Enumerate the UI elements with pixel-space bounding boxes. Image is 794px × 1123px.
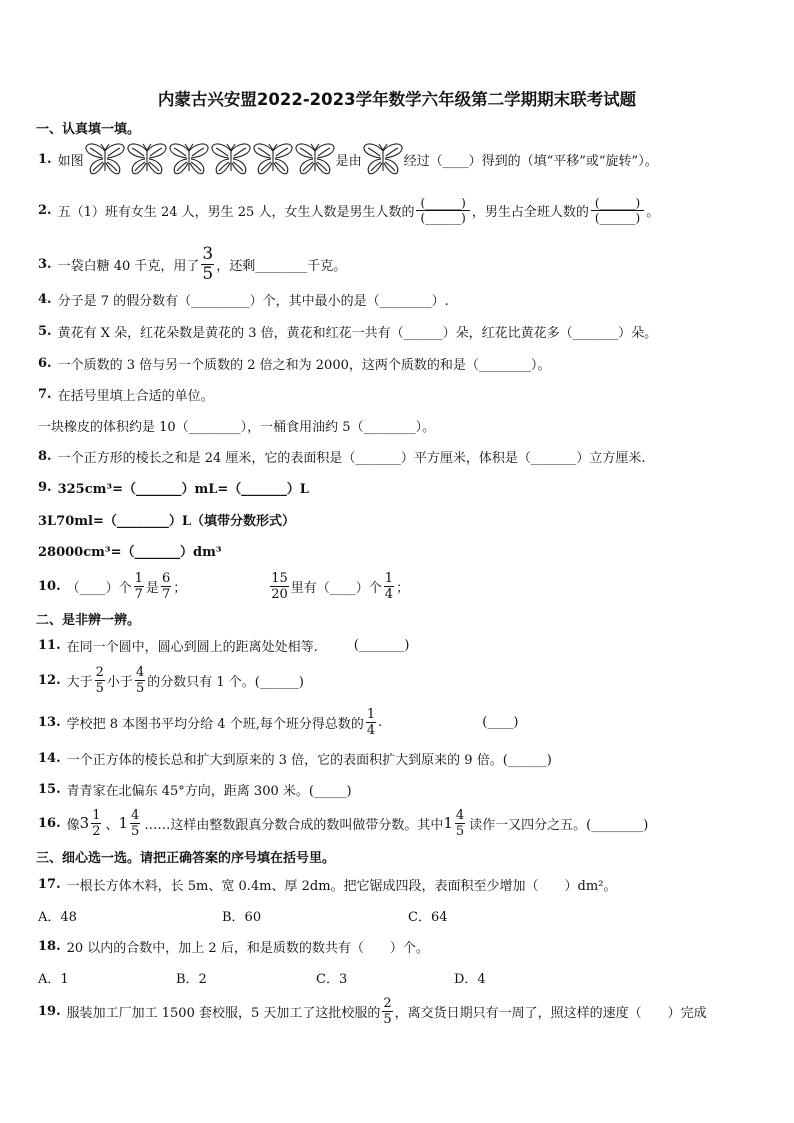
- question-9-line3: 28000cm³=（_______）dm³: [38, 545, 222, 560]
- question-number: 10.: [38, 578, 61, 594]
- section-heading-fill: 一、认真填一填。: [36, 122, 141, 137]
- question-15: [38, 780, 794, 799]
- question-text: .: [378, 714, 383, 730]
- option-a[interactable]: A．48: [38, 910, 77, 925]
- butterfly-icon: [252, 141, 294, 177]
- question-text: 在括号里填上合适的单位。: [57, 389, 214, 404]
- option-d[interactable]: D．4: [454, 972, 486, 987]
- butterfly-icon: [294, 141, 336, 177]
- question-16: [38, 803, 794, 843]
- question-number: 2.: [38, 202, 52, 218]
- question-text: 是: [145, 580, 159, 596]
- fraction: $\frac{2}{5}$: [383, 995, 392, 1027]
- question-number: 11.: [38, 638, 61, 653]
- mixed-number: 1 $\frac{4}{5}$: [443, 807, 465, 839]
- question-number: 7.: [38, 387, 52, 402]
- answer-blank[interactable]: (____): [482, 714, 519, 730]
- question-text: ……这样由整数跟真分数合成的数叫做带分数。其中: [144, 817, 444, 833]
- question-number: 4.: [38, 292, 52, 307]
- question-19: [38, 991, 794, 1031]
- question-5: [38, 322, 794, 341]
- question-10: [38, 566, 794, 606]
- question-text: 一根长方体木料，长 5m、宽 0.4m、厚 2dm。把它锯成四段，表面积至少增加（ ）dm²。: [66, 879, 617, 894]
- fraction: $\frac{15}{20}$: [271, 570, 288, 602]
- question-number: 17.: [38, 877, 61, 892]
- question-number: 6.: [38, 356, 52, 371]
- fraction: $\frac{4}{5}$: [135, 664, 145, 696]
- butterfly-icon: [362, 141, 404, 177]
- question-number: 15.: [38, 782, 61, 797]
- question-text: 一个正方形的棱长之和是 24 厘米，它的表面积是（_______）平方厘米，体积是（_______）立方厘米.: [57, 451, 646, 466]
- question-text: 五（1）班有女生 24 人，男生 25 人，女生人数是男生人数的: [57, 204, 415, 220]
- fraction: $\frac{2}{5}$: [95, 664, 104, 696]
- question-text: 分子是 7 的假分数有（_________）个，其中最小的是（________）.: [57, 294, 449, 309]
- question-text: 在同一个圆中，圆心到圆上的距离处处相等.: [66, 640, 318, 655]
- question-text: 服装加工厂加工 1500 套校服，5 天加工了这批校服的: [66, 1005, 381, 1021]
- mixed-number: 1 $\frac{4}{5}$: [118, 807, 140, 839]
- question-text: 的分数只有 1 个。(______): [147, 674, 304, 690]
- question-text: 青青家在北偏东 45°方向，距离 300 米。(_____): [66, 784, 352, 799]
- question-text: 黄花有 X 朵，红花朵数是黄花的 3 倍，黄花和红花一共有（______）朵，红花比黄花多（_______）朵。: [57, 326, 658, 341]
- question-text: 如图: [57, 153, 84, 169]
- question-11: [38, 636, 794, 655]
- section-heading-choice: 三、细心选一选。请把正确答案的序号填在括号里。: [36, 851, 336, 866]
- question-9-line2: 3L70ml=（________）L（填带分数形式）: [38, 514, 296, 529]
- question-13: [38, 702, 794, 742]
- question-text: 一袋白糖 40 千克，用了: [57, 258, 200, 274]
- question-3: [38, 244, 794, 284]
- butterfly-single: [362, 141, 404, 177]
- question-7-sub: 一块橡皮的体积约是 10（________），一桶食用油约 5（________）。: [38, 420, 436, 435]
- question-text: 像: [66, 817, 80, 833]
- question-text: （____）个: [66, 580, 132, 596]
- butterfly-row: [84, 141, 336, 177]
- question-text: 一个质数的 3 倍与另一个质数的 2 倍之和为 2000，这两个质数的和是（________）。: [57, 358, 551, 373]
- question-text: 、: [105, 817, 119, 833]
- section-heading-truefalse: 二、是非辨一辨。: [36, 613, 141, 628]
- question-text: 。: [646, 204, 660, 220]
- mixed-number: 3 $\frac{1}{2}$: [79, 807, 101, 839]
- question-18-options: [38, 968, 794, 987]
- answer-fraction-blank[interactable]: $\frac{(\_\_\_\_\_\_)}{(\_\_\_\_\_\_)}$: [416, 196, 469, 225]
- fraction: $\frac{1}{4}$: [384, 570, 394, 602]
- answer-blank[interactable]: (_______): [353, 638, 410, 653]
- option-b[interactable]: B．60: [222, 910, 262, 925]
- question-number: 18.: [38, 939, 61, 954]
- page-title: 内蒙古兴安盟2022-2023学年数学六年级第二学期期末联考试题: [157, 90, 637, 109]
- question-number: 9.: [38, 480, 52, 495]
- question-text: 是由: [335, 153, 362, 169]
- question-text: 读作一又四分之五。(________): [469, 817, 649, 833]
- question-text: 小于: [106, 674, 133, 690]
- fraction: $\frac{3}{5}$: [202, 243, 214, 284]
- question-17-options: [38, 906, 794, 925]
- question-text: ，男生占全班人数的: [471, 204, 589, 220]
- question-12: [38, 660, 794, 700]
- question-text: 20 以内的合数中，加上 2 后，和是质数的数共有（ ）个。: [66, 941, 429, 956]
- question-number: 1.: [38, 151, 52, 167]
- question-text: ，离交货日期只有一周了，照这样的速度（ ）完成: [394, 1005, 707, 1021]
- question-9: [38, 478, 794, 497]
- question-8: [38, 447, 794, 466]
- fraction: $\frac{1}{7}$: [134, 570, 143, 602]
- question-14: [38, 749, 794, 768]
- question-number: 16.: [38, 815, 61, 831]
- question-6: [38, 354, 794, 373]
- question-text: 里有（____）个: [290, 580, 382, 596]
- question-text: 学校把 8 本图书平均分给 4 个班,每个班分得总数的: [66, 716, 364, 732]
- question-2: [38, 190, 794, 230]
- question-text: 325cm³=（_______）mL=（_______）L: [57, 482, 309, 497]
- question-17: [38, 875, 794, 894]
- fraction: $\frac{1}{4}$: [366, 706, 376, 738]
- question-text: ；: [173, 580, 187, 596]
- question-18: [38, 937, 794, 956]
- question-number: 12.: [38, 672, 61, 688]
- butterfly-icon: [126, 141, 168, 177]
- question-text: 大于: [66, 674, 93, 690]
- butterfly-icon: [210, 141, 252, 177]
- question-number: 13.: [38, 714, 61, 730]
- question-1: [38, 140, 794, 178]
- option-a[interactable]: A．1: [38, 972, 69, 987]
- answer-fraction-blank[interactable]: $\frac{(\_\_\_\_\_\_)}{(\_\_\_\_\_\_)}$: [591, 196, 644, 225]
- question-number: 14.: [38, 751, 61, 766]
- question-text: 经过（____）得到的（填“平移”或“旋转”）。: [403, 153, 658, 169]
- option-c[interactable]: C．3: [316, 972, 348, 987]
- question-4: [38, 290, 794, 309]
- butterfly-icon: [168, 141, 210, 177]
- option-b[interactable]: B．2: [176, 972, 207, 987]
- fraction: $\frac{6}{7}$: [161, 570, 171, 602]
- question-number: 19.: [38, 1003, 61, 1019]
- option-c[interactable]: C．64: [408, 910, 448, 925]
- question-number: 5.: [38, 324, 52, 339]
- question-text: ；: [396, 580, 410, 596]
- butterfly-icon: [84, 141, 126, 177]
- question-7: [38, 385, 794, 404]
- question-text: ，还剩________千克。: [216, 258, 347, 274]
- question-number: 3.: [38, 256, 52, 272]
- question-text: 一个正方体的棱长总和扩大到原来的 3 倍，它的表面积扩大到原来的 9 倍。(______): [66, 753, 552, 768]
- question-number: 8.: [38, 449, 52, 464]
